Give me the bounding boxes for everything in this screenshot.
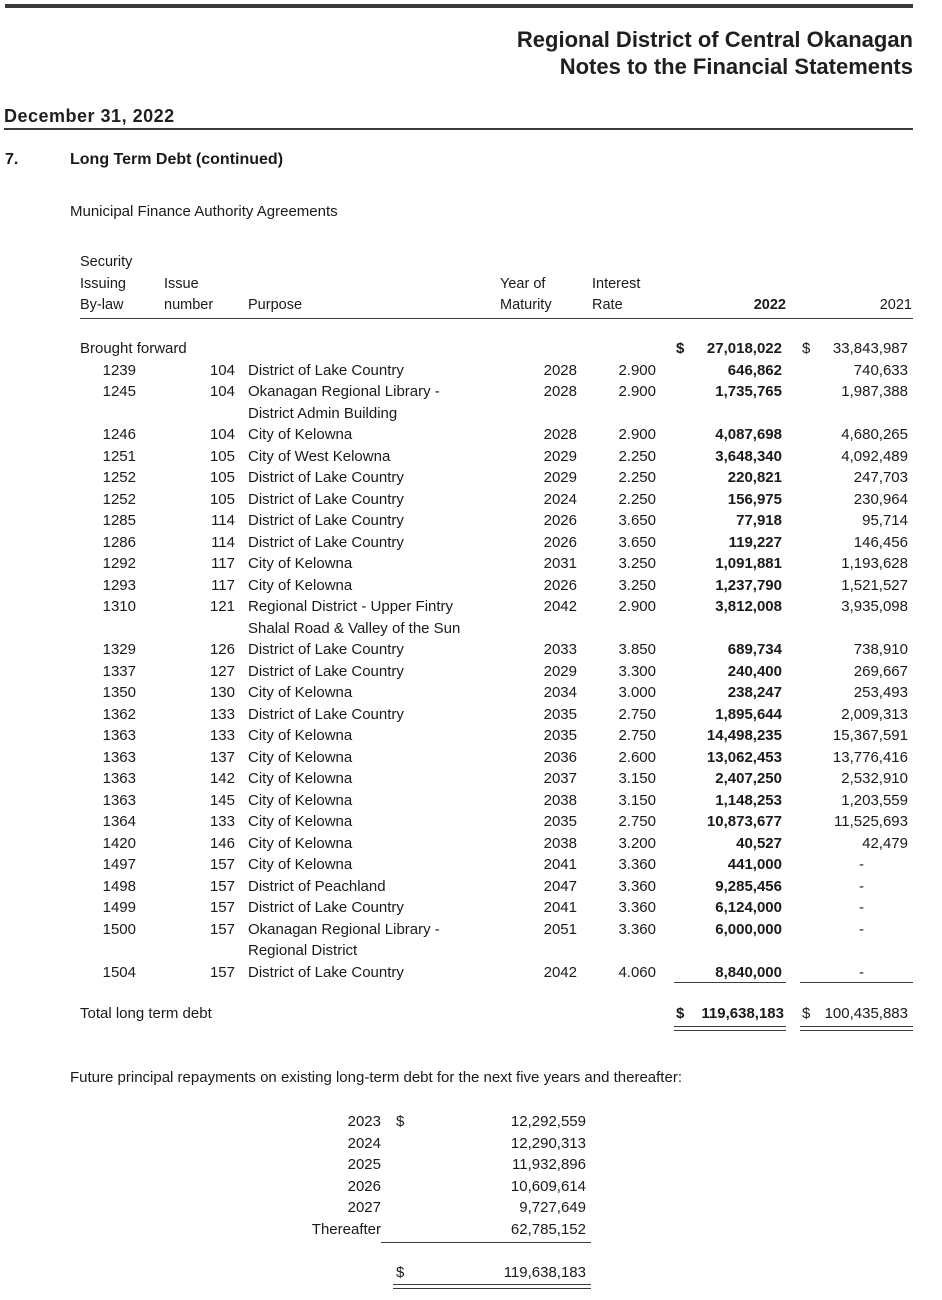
amount-2022-cell: 119,227: [728, 533, 782, 551]
table-row: [0, 661, 942, 683]
amount-2021-cell: -: [859, 877, 864, 895]
purpose-cell: District of Lake Country: [248, 512, 404, 529]
maturity-year-cell: 2028: [543, 361, 577, 379]
purpose-cell: District of Lake Country: [248, 662, 404, 680]
bylaw-cell: 1252: [102, 469, 136, 486]
amount-2021-cell: 4,680,265: [841, 426, 908, 443]
future-repayments-title: Future principal repayments on existing long-term debt for the next five years and thereafter:: [70, 1069, 682, 1086]
table-row: [0, 768, 942, 790]
purpose-cell: City of Kelowna: [248, 426, 353, 443]
header-year: Year of Maturity: [500, 275, 552, 313]
table-row: [0, 532, 942, 554]
amount-2021-cell: -: [859, 856, 864, 873]
amount-2021-cell: 15,367,591: [832, 727, 908, 744]
subtotal-rule-2021: [800, 982, 913, 983]
amount-2022-cell: 238,247: [727, 684, 782, 701]
currency-symbol: $: [676, 1005, 685, 1022]
amount-2022-cell: 220,821: [727, 469, 782, 486]
bylaw-cell: 1363: [102, 770, 136, 787]
header-purpose: Purpose: [248, 297, 303, 313]
amount-2022-cell: 646,862: [727, 361, 782, 379]
maturity-year-cell: 2028: [543, 383, 577, 400]
amount-2021-cell: -: [859, 963, 864, 981]
bylaw-cell: 1252: [102, 490, 136, 508]
issue-number-cell: 142: [209, 770, 235, 787]
amount-2022-cell: 1,895,644: [715, 705, 782, 723]
amount-2022-cell: 6,124,000: [715, 899, 782, 916]
purpose-cell: District of Lake Country: [248, 469, 404, 486]
total-row: [0, 1003, 942, 1025]
subheading: Municipal Finance Authority Agreements: [70, 203, 338, 220]
interest-rate-cell: 3.650: [618, 533, 656, 551]
table-row: [0, 467, 942, 489]
interest-rate-cell: 3.150: [618, 791, 656, 809]
issue-number-cell: 146: [209, 834, 235, 852]
amount-2021-cell: 42,479: [862, 834, 908, 852]
amount-2022-cell: 1,237,790: [715, 576, 782, 594]
total-double-rule-2022: [674, 1026, 786, 1031]
repayment-year: 2026: [347, 1177, 381, 1195]
interest-rate-cell: 4.060: [618, 963, 656, 981]
issue-number-cell: 117: [211, 576, 235, 594]
issue-number-cell: 145: [209, 791, 235, 809]
amount-2021-cell: 95,714: [862, 512, 908, 529]
future-repayment-row: [0, 1154, 942, 1176]
total-2021: 100,435,883: [824, 1005, 908, 1022]
interest-rate-cell: 2.250: [618, 490, 656, 508]
amount-2021-cell: 1,203,559: [841, 791, 908, 809]
issue-number-cell: 157: [209, 856, 235, 873]
repayment-year: 2024: [347, 1134, 381, 1152]
table-row: [0, 424, 942, 446]
interest-rate-cell: 3.360: [618, 920, 656, 938]
repayment-amount: 11,932,896: [512, 1156, 586, 1173]
interest-rate-cell: 3.250: [618, 576, 656, 594]
total-double-rule-2021: [800, 1026, 913, 1031]
repayment-amount: 12,292,559: [510, 1113, 586, 1130]
amount-2022-cell: 3,648,340: [715, 447, 782, 465]
maturity-year-cell: 2036: [543, 748, 577, 766]
repayment-amount: 10,609,614: [510, 1177, 586, 1195]
interest-rate-cell: 3.850: [618, 641, 656, 658]
bylaw-cell: 1350: [102, 684, 136, 701]
amount-2022-cell: 156,975: [727, 490, 782, 508]
issue-number-cell: 157: [209, 877, 235, 895]
bylaw-cell: 1363: [102, 727, 136, 744]
issue-number-cell: 130: [209, 684, 235, 701]
purpose-cell: Okanagan Regional Library -: [248, 383, 440, 400]
purpose-cell: City of Kelowna: [248, 555, 353, 572]
maturity-year-cell: 2029: [543, 662, 577, 680]
issue-number-cell: 133: [209, 727, 235, 744]
bylaw-cell: 1245: [102, 383, 136, 400]
table-row: [0, 962, 942, 984]
date-rule: [4, 128, 913, 130]
issue-number-cell: 127: [209, 662, 235, 680]
header-2021: 2021: [879, 297, 912, 313]
purpose-cell: City of Kelowna: [248, 791, 353, 809]
bylaw-cell: 1337: [102, 662, 136, 680]
issue-number-cell: 105: [209, 490, 235, 508]
amount-2021-cell: 230,964: [853, 490, 908, 508]
bylaw-cell: 1504: [102, 963, 136, 981]
subtotal-rule-2022: [674, 982, 786, 983]
purpose-cell: City of Kelowna: [248, 748, 353, 766]
doc-title: Notes to the Financial Statements: [559, 54, 913, 79]
future-repayment-row: [0, 1219, 942, 1241]
maturity-year-cell: 2031: [543, 555, 577, 572]
brought-forward-row: [0, 338, 942, 360]
purpose-cell-continued: Regional District: [248, 942, 358, 959]
interest-rate-cell: 3.250: [618, 555, 656, 572]
amount-2021-cell: 4,092,489: [841, 447, 908, 465]
maturity-year-cell: 2042: [543, 963, 577, 981]
header-2022: 2022: [753, 297, 786, 313]
table-row: [0, 919, 942, 959]
interest-rate-cell: 3.360: [618, 877, 656, 895]
issue-number-cell: 121: [209, 598, 235, 615]
amount-2021-cell: 2,009,313: [841, 705, 908, 723]
header-issue: Issue number: [164, 275, 214, 313]
maturity-year-cell: 2035: [543, 813, 577, 830]
repayment-year: 2023: [347, 1113, 381, 1130]
bylaw-cell: 1362: [102, 705, 136, 723]
interest-rate-cell: 3.000: [618, 684, 656, 701]
bylaw-cell: 1286: [102, 533, 136, 551]
amount-2021-cell: 1,987,388: [841, 383, 908, 400]
amount-2021-cell: 247,703: [853, 469, 908, 486]
maturity-year-cell: 2028: [543, 426, 577, 443]
amount-2021-cell: 11,525,693: [834, 813, 908, 830]
amount-2021-cell: -: [859, 899, 864, 916]
amount-2022-cell: 77,918: [736, 512, 782, 529]
future-total-amount: 119,638,183: [503, 1264, 586, 1281]
bylaw-cell: 1500: [102, 920, 136, 938]
issue-number-cell: 157: [209, 920, 235, 938]
amount-2022-cell: 2,407,250: [715, 770, 782, 787]
purpose-cell-continued: District Admin Building: [248, 404, 398, 422]
interest-rate-cell: 2.600: [618, 748, 656, 766]
bylaw-cell: 1363: [102, 791, 136, 809]
brought-forward-label: Brought forward: [80, 340, 187, 357]
maturity-year-cell: 2026: [543, 512, 577, 529]
issue-number-cell: 104: [209, 426, 235, 443]
purpose-cell: District of Lake Country: [248, 533, 404, 551]
amount-2022-cell: 441,000: [727, 856, 782, 873]
amount-2022-cell: 1,148,253: [715, 791, 782, 809]
maturity-year-cell: 2037: [543, 770, 577, 787]
bylaw-cell: 1329: [102, 641, 136, 658]
issue-number-cell: 157: [209, 963, 235, 981]
repayment-amount: 9,727,649: [519, 1199, 586, 1216]
table-row: [0, 596, 942, 637]
table-row: [0, 790, 942, 812]
table-row: [0, 510, 942, 532]
issue-number-cell: 133: [209, 813, 235, 830]
purpose-cell: Regional District - Upper Fintry: [248, 598, 454, 615]
interest-rate-cell: 2.900: [618, 361, 656, 379]
interest-rate-cell: 2.750: [618, 813, 656, 830]
purpose-cell: District of Lake Country: [248, 641, 404, 658]
table-row: [0, 446, 942, 468]
header-bylaw: Security Issuing By-law: [80, 254, 133, 313]
amount-2021-cell: 2,532,910: [841, 770, 908, 787]
currency-symbol: $: [676, 340, 685, 357]
amount-2022-cell: 3,812,008: [715, 598, 782, 615]
bylaw-cell: 1363: [102, 748, 136, 766]
currency-symbol: $: [396, 1264, 405, 1281]
table-row: [0, 682, 942, 704]
future-subtotal-rule: [381, 1242, 591, 1243]
bylaw-cell: 1246: [102, 426, 136, 443]
future-repayment-row: [0, 1197, 942, 1219]
top-rule: [5, 4, 913, 8]
future-repayment-row: [0, 1133, 942, 1155]
issue-number-cell: 104: [209, 383, 235, 400]
repayment-year: 2027: [347, 1199, 381, 1216]
purpose-cell: Okanagan Regional Library -: [248, 920, 440, 938]
interest-rate-cell: 3.150: [618, 770, 656, 787]
document-header: [517, 26, 913, 80]
amount-2022-cell: 8,840,000: [715, 963, 782, 981]
maturity-year-cell: 2033: [543, 641, 577, 658]
section-number: 7.: [5, 151, 19, 168]
amount-2022-cell: 1,735,765: [715, 383, 782, 400]
currency-symbol: $: [802, 340, 811, 357]
maturity-year-cell: 2024: [543, 490, 577, 508]
purpose-cell: City of Kelowna: [248, 834, 353, 852]
table-row: [0, 747, 942, 769]
maturity-year-cell: 2038: [543, 791, 577, 809]
issue-number-cell: 157: [209, 899, 235, 916]
purpose-cell: City of Kelowna: [248, 727, 353, 744]
repayment-amount: 62,785,152: [510, 1220, 586, 1238]
table-row: [0, 575, 942, 597]
table-row: [0, 704, 942, 726]
amount-2021-cell: 146,456: [853, 533, 908, 551]
interest-rate-cell: 2.750: [618, 727, 656, 744]
maturity-year-cell: 2041: [543, 856, 577, 873]
future-repayment-row: [0, 1176, 942, 1198]
bylaw-cell: 1292: [102, 555, 136, 572]
bylaw-cell: 1293: [102, 576, 136, 594]
maturity-year-cell: 2038: [543, 834, 577, 852]
header-rate: Interest Rate: [592, 275, 641, 313]
maturity-year-cell: 2034: [543, 684, 577, 701]
interest-rate-cell: 3.200: [618, 834, 656, 852]
interest-rate-cell: 2.900: [618, 598, 656, 615]
amount-2021-cell: -: [859, 920, 864, 938]
table-row: [0, 833, 942, 855]
maturity-year-cell: 2035: [543, 727, 577, 744]
amount-2022-cell: 9,285,456: [715, 877, 782, 895]
table-row: [0, 854, 942, 876]
purpose-cell: District of Lake Country: [248, 963, 404, 981]
repayment-amount: 12,290,313: [510, 1134, 586, 1152]
bylaw-cell: 1364: [102, 813, 136, 830]
table-row: [0, 725, 942, 747]
header-rule: [80, 318, 913, 319]
bylaw-cell: 1497: [102, 856, 136, 873]
brought-forward-2021: 33,843,987: [832, 340, 908, 357]
amount-2022-cell: 1,091,881: [715, 555, 782, 572]
amount-2021-cell: 13,776,416: [832, 748, 908, 766]
amount-2021-cell: 1,521,527: [841, 576, 908, 594]
purpose-cell: City of Kelowna: [248, 770, 353, 787]
total-label: Total long term debt: [80, 1005, 212, 1022]
amount-2022-cell: 10,873,677: [706, 813, 782, 830]
amount-2021-cell: 740,633: [853, 361, 908, 379]
purpose-cell: City of Kelowna: [248, 813, 353, 830]
amount-2021-cell: 253,493: [853, 684, 908, 701]
interest-rate-cell: 3.360: [618, 899, 656, 916]
amount-2021-cell: 1,193,628: [841, 555, 908, 572]
bylaw-cell: 1239: [102, 361, 136, 379]
purpose-cell: City of Kelowna: [248, 576, 353, 594]
issue-number-cell: 105: [209, 469, 235, 486]
bylaw-cell: 1420: [102, 834, 136, 852]
issue-number-cell: 114: [211, 533, 235, 551]
interest-rate-cell: 3.360: [618, 856, 656, 873]
maturity-year-cell: 2047: [543, 877, 577, 895]
amount-2022-cell: 4,087,698: [715, 426, 782, 443]
bylaw-cell: 1310: [102, 598, 136, 615]
repayment-year: Thereafter: [311, 1220, 381, 1238]
bylaw-cell: 1285: [102, 512, 136, 529]
amount-2021-cell: 269,667: [853, 662, 908, 680]
table-row: [0, 360, 942, 382]
future-total-double-rule: [393, 1284, 591, 1289]
future-repayment-row: [0, 1111, 942, 1133]
table-row: [0, 811, 942, 833]
currency-symbol: $: [396, 1113, 405, 1130]
interest-rate-cell: 3.650: [618, 512, 656, 529]
bylaw-cell: 1251: [102, 447, 136, 465]
purpose-cell: District of Lake Country: [248, 899, 404, 916]
maturity-year-cell: 2035: [543, 705, 577, 723]
table-row: [0, 639, 942, 661]
issue-number-cell: 114: [211, 512, 235, 529]
amount-2022-cell: 6,000,000: [715, 920, 782, 938]
interest-rate-cell: 2.250: [618, 469, 656, 486]
org-name: Regional District of Central Okanagan: [516, 27, 913, 52]
issue-number-cell: 117: [211, 555, 235, 572]
total-2022: 119,638,183: [701, 1005, 784, 1022]
amount-2022-cell: 40,527: [736, 834, 782, 852]
purpose-cell: City of Kelowna: [248, 684, 353, 701]
statement-date: December 31, 2022: [4, 106, 175, 126]
amount-2021-cell: 738,910: [853, 641, 908, 658]
purpose-cell: City of West Kelowna: [248, 447, 391, 465]
table-row: [0, 897, 942, 919]
maturity-year-cell: 2042: [543, 598, 577, 615]
repayment-year: 2025: [347, 1156, 381, 1173]
maturity-year-cell: 2026: [543, 533, 577, 551]
table-row: [0, 553, 942, 575]
amount-2022-cell: 689,734: [727, 641, 782, 658]
amount-2022-cell: 13,062,453: [706, 748, 782, 766]
table-row: [0, 876, 942, 898]
purpose-cell-continued: Shalal Road & Valley of the Sun: [248, 619, 461, 637]
issue-number-cell: 133: [209, 705, 235, 723]
interest-rate-cell: 2.900: [618, 383, 656, 400]
table-row: [0, 381, 942, 422]
bylaw-cell: 1499: [102, 899, 136, 916]
interest-rate-cell: 2.900: [618, 426, 656, 443]
section-title: Long Term Debt (continued): [70, 151, 284, 168]
amount-2022-cell: 14,498,235: [706, 727, 782, 744]
purpose-cell: District of Lake Country: [248, 705, 404, 723]
maturity-year-cell: 2029: [543, 447, 577, 465]
table-row: [0, 489, 942, 511]
issue-number-cell: 126: [209, 641, 235, 658]
issue-number-cell: 105: [209, 447, 235, 465]
maturity-year-cell: 2041: [543, 899, 577, 916]
purpose-cell: District of Peachland: [248, 877, 386, 895]
purpose-cell: District of Lake Country: [248, 490, 404, 508]
maturity-year-cell: 2051: [543, 920, 577, 938]
future-total-row: [0, 1262, 942, 1284]
purpose-cell: City of Kelowna: [248, 856, 353, 873]
interest-rate-cell: 3.300: [618, 662, 656, 680]
issue-number-cell: 104: [209, 361, 235, 379]
interest-rate-cell: 2.250: [618, 447, 656, 465]
brought-forward-2022: 27,018,022: [706, 340, 782, 357]
amount-2022-cell: 240,400: [727, 662, 782, 680]
maturity-year-cell: 2026: [543, 576, 577, 594]
bylaw-cell: 1498: [102, 877, 136, 895]
issue-number-cell: 137: [209, 748, 235, 766]
purpose-cell: District of Lake Country: [248, 361, 404, 379]
currency-symbol: $: [802, 1005, 811, 1022]
maturity-year-cell: 2029: [543, 469, 577, 486]
amount-2021-cell: 3,935,098: [841, 598, 908, 615]
interest-rate-cell: 2.750: [618, 705, 656, 723]
